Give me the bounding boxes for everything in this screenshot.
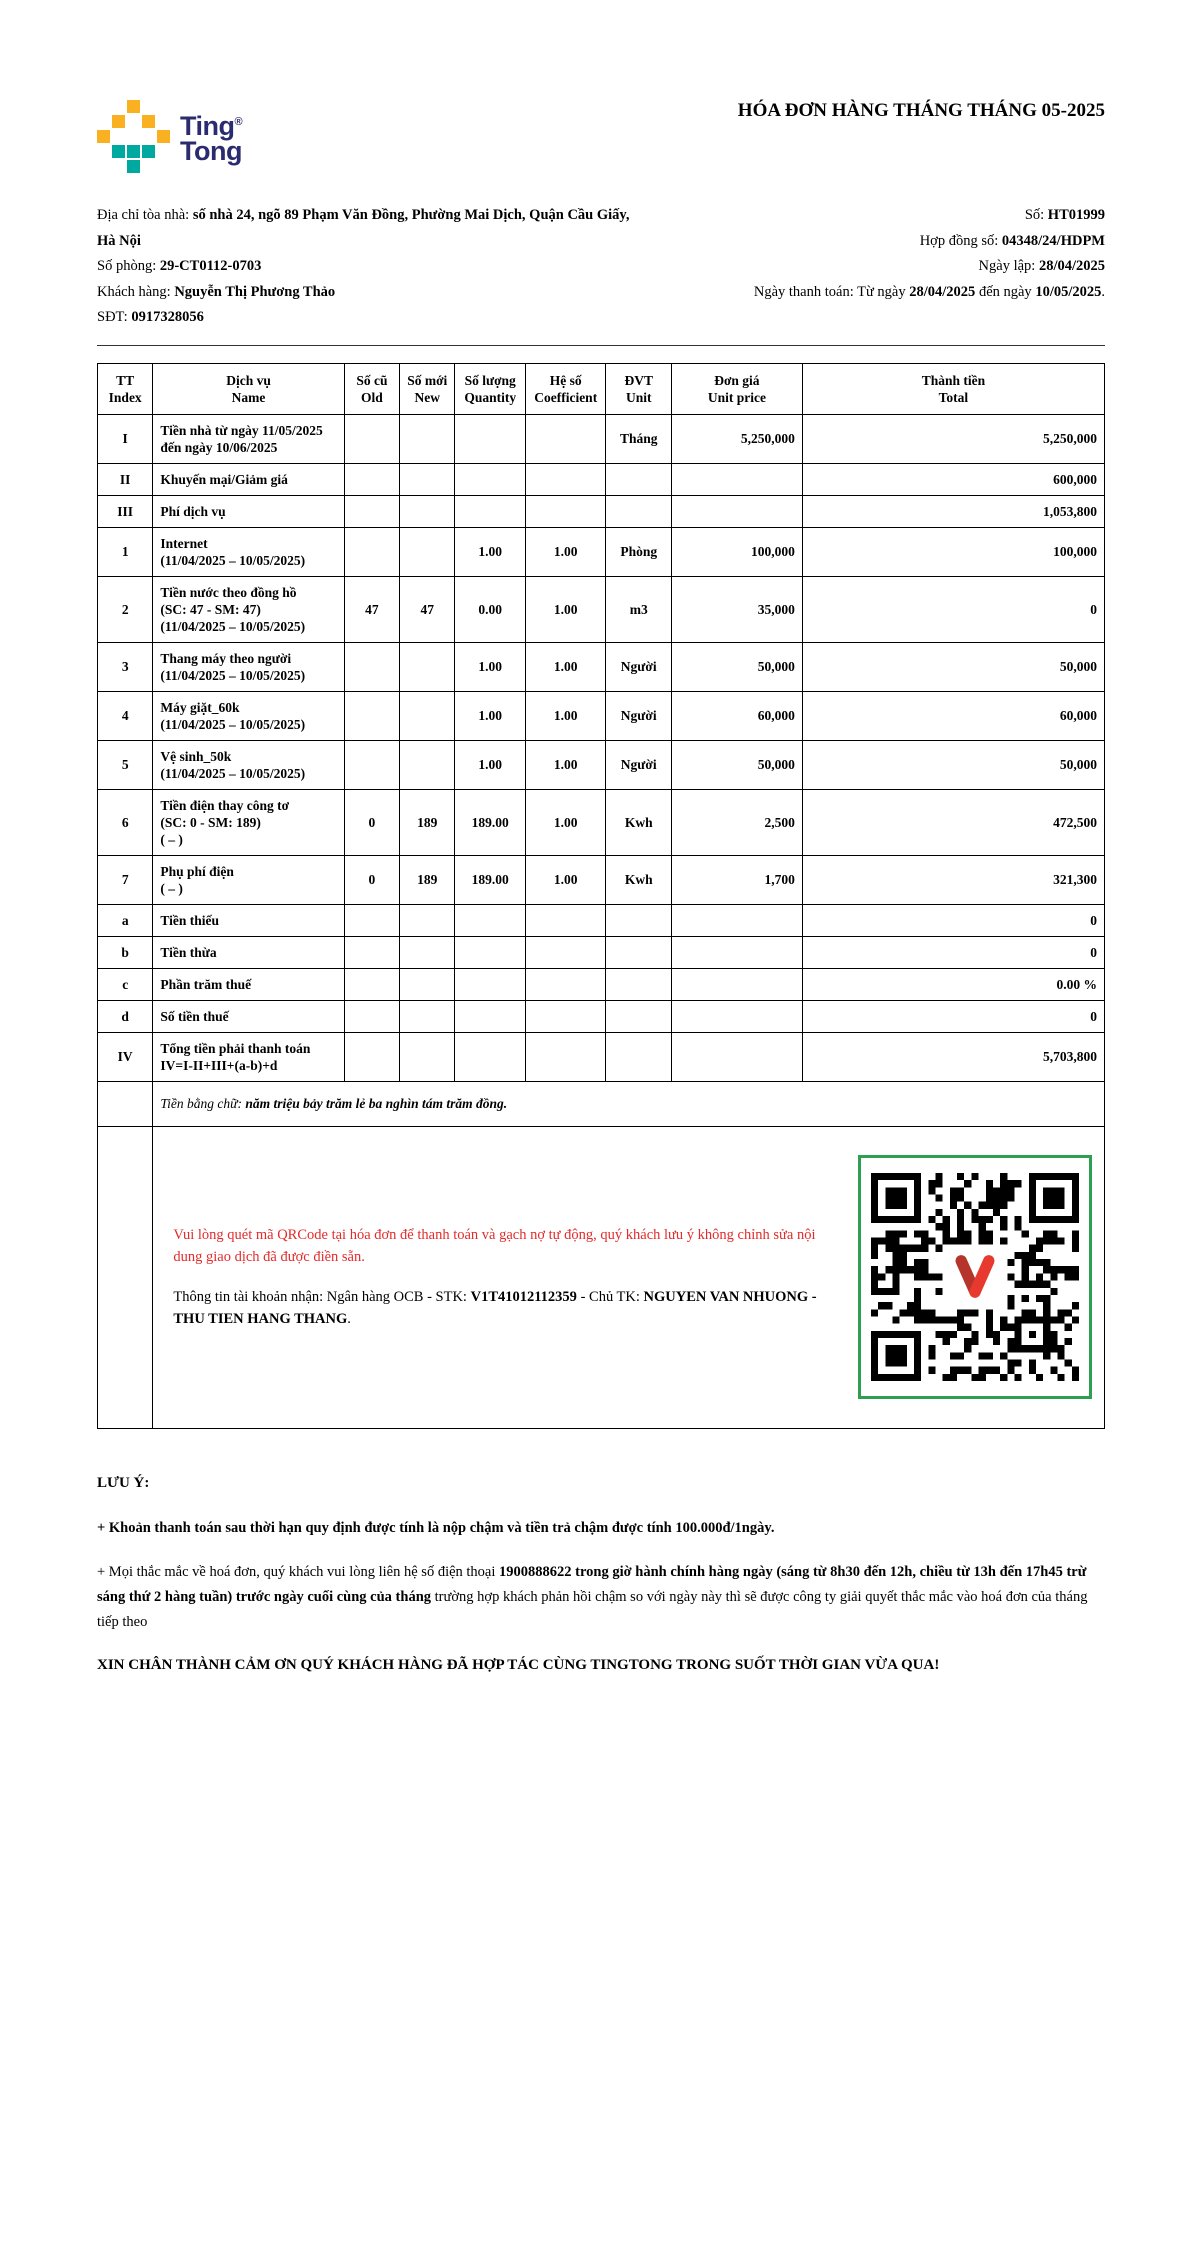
cell-price: 5,250,000 <box>671 414 802 463</box>
cell-new <box>400 691 455 740</box>
cell-total: 5,250,000 <box>802 414 1104 463</box>
table-row <box>98 855 1105 904</box>
cell-old: 0 <box>344 855 399 904</box>
cell-total: 0 <box>802 576 1104 642</box>
cell-coef: 1.00 <box>525 691 606 740</box>
cell-new: 189 <box>400 789 455 855</box>
cell-old <box>344 740 399 789</box>
invoice-title: HÓA ĐƠN HÀNG THÁNG THÁNG 05-2025 <box>737 100 1105 121</box>
cell-coef: 1.00 <box>525 740 606 789</box>
cell-new <box>400 463 455 495</box>
tingtong-logo <box>97 100 242 173</box>
cell-qty <box>455 463 525 495</box>
amount-in-words-row <box>98 1081 1105 1126</box>
cell-old <box>344 968 399 1000</box>
cell-index: c <box>98 968 153 1000</box>
cell-price <box>671 495 802 527</box>
cell-price: 35,000 <box>671 576 802 642</box>
cell-new <box>400 968 455 1000</box>
table-row <box>98 789 1105 855</box>
cell-total: 0 <box>802 1000 1104 1032</box>
cell-new: 189 <box>400 855 455 904</box>
customer-info <box>97 203 651 331</box>
cell-qty <box>455 495 525 527</box>
bank-account-text: Thông tin tài khoản nhận: Ngân hàng OCB - STK: V1T41012112359 - Chủ TK: NGUYEN VAN NHUONG - THU TIEN HANG THANG. <box>173 1289 817 1327</box>
cell-coef: 1.00 <box>525 789 606 855</box>
cell-name: Phần trăm thuế <box>153 968 344 1000</box>
cell-new <box>400 642 455 691</box>
cell-old: 47 <box>344 576 399 642</box>
invoice-number: Số: HT01999 <box>1024 207 1105 223</box>
invoice-meta <box>661 203 1105 331</box>
footer-notes <box>97 1475 1105 1678</box>
cell-unit <box>606 1032 671 1081</box>
table-header-row <box>98 363 1105 414</box>
cell-unit <box>606 495 671 527</box>
cell-coef: 1.00 <box>525 855 606 904</box>
cell-coef <box>525 968 606 1000</box>
cell-total: 100,000 <box>802 527 1104 576</box>
qr-code <box>858 1155 1092 1399</box>
building-address: Địa chỉ tòa nhà: số nhà 24, ngõ 89 Phạm Văn Đồng, Phường Mai Dịch, Quận Cầu Giấy, Hà Nội <box>97 207 630 249</box>
cell-new <box>400 904 455 936</box>
empty-cell <box>98 1081 153 1126</box>
cell-unit: Người <box>606 691 671 740</box>
table-row <box>98 1000 1105 1032</box>
late-payment-note: + Khoản thanh toán sau thời hạn quy định được tính là nộp chậm và tiền trả chậm được tính 100.000đ/1ngày. <box>97 1519 775 1536</box>
cell-new: 47 <box>400 576 455 642</box>
cell-unit: Kwh <box>606 789 671 855</box>
cell-name: Internet (11/04/2025 – 10/05/2025) <box>153 527 344 576</box>
cell-old <box>344 495 399 527</box>
cell-index: 3 <box>98 642 153 691</box>
cell-index: III <box>98 495 153 527</box>
cell-new <box>400 1000 455 1032</box>
cell-new <box>400 414 455 463</box>
cell-old <box>344 414 399 463</box>
cell-index: 4 <box>98 691 153 740</box>
amount-in-words: Tiền bằng chữ: năm triệu bảy trăm lẻ ba nghìn tám trăm đồng. <box>153 1081 1105 1126</box>
table-row <box>98 936 1105 968</box>
cell-price <box>671 1032 802 1081</box>
cell-old <box>344 1032 399 1081</box>
table-row <box>98 691 1105 740</box>
cell-name: Tổng tiền phải thanh toán IV=I-II+III+(a-b)+d <box>153 1032 344 1081</box>
cell-unit <box>606 463 671 495</box>
column-header: Số lượng Quantity <box>455 363 525 414</box>
cell-old <box>344 463 399 495</box>
cell-index: II <box>98 463 153 495</box>
hotline-note: + Mọi thắc mắc về hoá đơn, quý khách vui lòng liên hệ số điện thoại 1900888622 trong giờ hành chính hàng ngày (sáng từ 8h30 đến 12h, chiều từ 13h đến 17h45 trừ sáng thứ 2 hàng tuần) trước ngày cuối cùng của tháng trường hợp khách phản hồi chậm so với ngày này thì sẽ được công ty giải quyết thắc mắc vào hoá đơn của tháng tiếp theo <box>97 1563 1088 1630</box>
cell-total: 472,500 <box>802 789 1104 855</box>
cell-qty <box>455 968 525 1000</box>
cell-qty: 189.00 <box>455 855 525 904</box>
cell-unit: Tháng <box>606 414 671 463</box>
cell-total: 600,000 <box>802 463 1104 495</box>
cell-unit <box>606 904 671 936</box>
customer-phone: SĐT: 0917328056 <box>97 309 204 325</box>
vietqr-v-icon <box>948 1250 1002 1304</box>
cell-qty: 1.00 <box>455 691 525 740</box>
issue-date: Ngày lập: 28/04/2025 <box>978 258 1105 274</box>
cell-index: 5 <box>98 740 153 789</box>
cell-total: 50,000 <box>802 642 1104 691</box>
cell-unit: Người <box>606 642 671 691</box>
cell-qty: 1.00 <box>455 527 525 576</box>
invoice-table <box>97 363 1105 1429</box>
contract-number: Hợp đồng số: 04348/24/HDPM <box>919 232 1105 249</box>
cell-coef <box>525 1000 606 1032</box>
cell-qty <box>455 936 525 968</box>
cell-name: Phí dịch vụ <box>153 495 344 527</box>
cell-price: 50,000 <box>671 740 802 789</box>
cell-new <box>400 527 455 576</box>
cell-unit: m3 <box>606 576 671 642</box>
customer-name: Khách hàng: Nguyễn Thị Phương Thảo <box>97 283 336 300</box>
cell-coef <box>525 936 606 968</box>
column-header: Dịch vụ Name <box>153 363 344 414</box>
cell-index: 2 <box>98 576 153 642</box>
cell-coef <box>525 495 606 527</box>
cell-coef: 1.00 <box>525 576 606 642</box>
table-row <box>98 642 1105 691</box>
cell-total: 50,000 <box>802 740 1104 789</box>
column-header: TT Index <box>98 363 153 414</box>
notes-heading: LƯU Ý: <box>97 1474 150 1491</box>
column-header: ĐVT Unit <box>606 363 671 414</box>
cell-qty: 189.00 <box>455 789 525 855</box>
table-row <box>98 527 1105 576</box>
cell-name: Tiền thừa <box>153 936 344 968</box>
cell-name: Tiền nhà từ ngày 11/05/2025 đến ngày 10/06/2025 <box>153 414 344 463</box>
thank-you-note: XIN CHÂN THÀNH CẢM ƠN QUÝ KHÁCH HÀNG ĐÃ HỢP TÁC CÙNG TINGTONG TRONG SUỐT THỜI GIAN VỪA QUA! <box>97 1656 940 1673</box>
table-row <box>98 414 1105 463</box>
cell-unit <box>606 968 671 1000</box>
cell-qty <box>455 904 525 936</box>
cell-name: Tiền nước theo đồng hồ (SC: 47 - SM: 47) (11/04/2025 – 10/05/2025) <box>153 576 344 642</box>
cell-coef: 1.00 <box>525 642 606 691</box>
cell-total: 5,703,800 <box>802 1032 1104 1081</box>
cell-qty <box>455 1032 525 1081</box>
cell-coef <box>525 463 606 495</box>
cell-old <box>344 1000 399 1032</box>
table-footer <box>98 1081 1105 1428</box>
column-header: Đơn giá Unit price <box>671 363 802 414</box>
cell-price: 100,000 <box>671 527 802 576</box>
column-header: Hệ số Coefficient <box>525 363 606 414</box>
cell-old <box>344 691 399 740</box>
table-row <box>98 1032 1105 1081</box>
cell-price <box>671 1000 802 1032</box>
qr-warning-text: Vui lòng quét mã QRCode tại hóa đơn để thanh toán và gạch nợ tự động, quý khách lưu ý không chỉnh sửa nội dung giao dịch đã được điền sẵn. <box>173 1227 816 1265</box>
cell-old <box>344 642 399 691</box>
cell-price: 2,500 <box>671 789 802 855</box>
cell-new <box>400 936 455 968</box>
cell-total: 1,053,800 <box>802 495 1104 527</box>
cell-total: 321,300 <box>802 855 1104 904</box>
cell-unit: Phòng <box>606 527 671 576</box>
cell-coef <box>525 414 606 463</box>
cell-name: Số tiền thuế <box>153 1000 344 1032</box>
cell-index: a <box>98 904 153 936</box>
cell-qty: 1.00 <box>455 740 525 789</box>
cell-unit <box>606 1000 671 1032</box>
cell-qty <box>455 1000 525 1032</box>
cell-coef <box>525 1032 606 1081</box>
cell-coef <box>525 904 606 936</box>
cell-index: d <box>98 1000 153 1032</box>
cell-name: Phụ phí điện ( – ) <box>153 855 344 904</box>
payment-instructions <box>153 1224 858 1330</box>
cell-qty: 0.00 <box>455 576 525 642</box>
cell-unit: Kwh <box>606 855 671 904</box>
cell-index: 7 <box>98 855 153 904</box>
cell-price: 60,000 <box>671 691 802 740</box>
cell-unit: Người <box>606 740 671 789</box>
column-header: Thành tiền Total <box>802 363 1104 414</box>
cell-price: 1,700 <box>671 855 802 904</box>
room-number: Số phòng: 29-CT0112-0703 <box>97 258 262 274</box>
cell-old: 0 <box>344 789 399 855</box>
cell-new <box>400 495 455 527</box>
cell-price <box>671 968 802 1000</box>
cell-name: Máy giặt_60k (11/04/2025 – 10/05/2025) <box>153 691 344 740</box>
cell-new <box>400 740 455 789</box>
cell-price <box>671 936 802 968</box>
cell-total: 0 <box>802 936 1104 968</box>
cell-old <box>344 527 399 576</box>
cell-total: 60,000 <box>802 691 1104 740</box>
cell-name: Thang máy theo người (11/04/2025 – 10/05/2025) <box>153 642 344 691</box>
cell-index: 1 <box>98 527 153 576</box>
cell-price: 50,000 <box>671 642 802 691</box>
cell-new <box>400 1032 455 1081</box>
column-header: Số mới New <box>400 363 455 414</box>
cell-index: 6 <box>98 789 153 855</box>
table-row <box>98 576 1105 642</box>
cell-index: IV <box>98 1032 153 1081</box>
cell-unit <box>606 936 671 968</box>
table-row <box>98 904 1105 936</box>
cell-price <box>671 463 802 495</box>
empty-cell <box>98 1126 153 1428</box>
table-body <box>98 414 1105 1081</box>
table-row <box>98 495 1105 527</box>
header-divider <box>97 345 1105 346</box>
cell-qty: 1.00 <box>455 642 525 691</box>
qr-section <box>153 1127 1104 1428</box>
cell-old <box>344 936 399 968</box>
tingtong-logo-text: Ting® Tong <box>180 110 243 166</box>
cell-total: 0.00 % <box>802 968 1104 1000</box>
header <box>97 92 1105 173</box>
tingtong-logo-icon <box>97 100 170 173</box>
table-row <box>98 740 1105 789</box>
cell-total: 0 <box>802 904 1104 936</box>
cell-name: Vệ sinh_50k (11/04/2025 – 10/05/2025) <box>153 740 344 789</box>
cell-name: Tiền điện thay công tơ (SC: 0 - SM: 189) ( – ) <box>153 789 344 855</box>
table-row <box>98 968 1105 1000</box>
invoice-info <box>97 203 1105 331</box>
cell-price <box>671 904 802 936</box>
column-header: Số cũ Old <box>344 363 399 414</box>
table-row <box>98 463 1105 495</box>
cell-coef: 1.00 <box>525 527 606 576</box>
cell-name: Tiền thiếu <box>153 904 344 936</box>
cell-index: I <box>98 414 153 463</box>
cell-name: Khuyến mại/Giảm giá <box>153 463 344 495</box>
cell-qty <box>455 414 525 463</box>
cell-index: b <box>98 936 153 968</box>
table-header <box>98 363 1105 414</box>
qr-row <box>98 1126 1105 1428</box>
payment-period: Ngày thanh toán: Từ ngày 28/04/2025 đến ngày 10/05/2025. <box>753 283 1105 300</box>
cell-old <box>344 904 399 936</box>
